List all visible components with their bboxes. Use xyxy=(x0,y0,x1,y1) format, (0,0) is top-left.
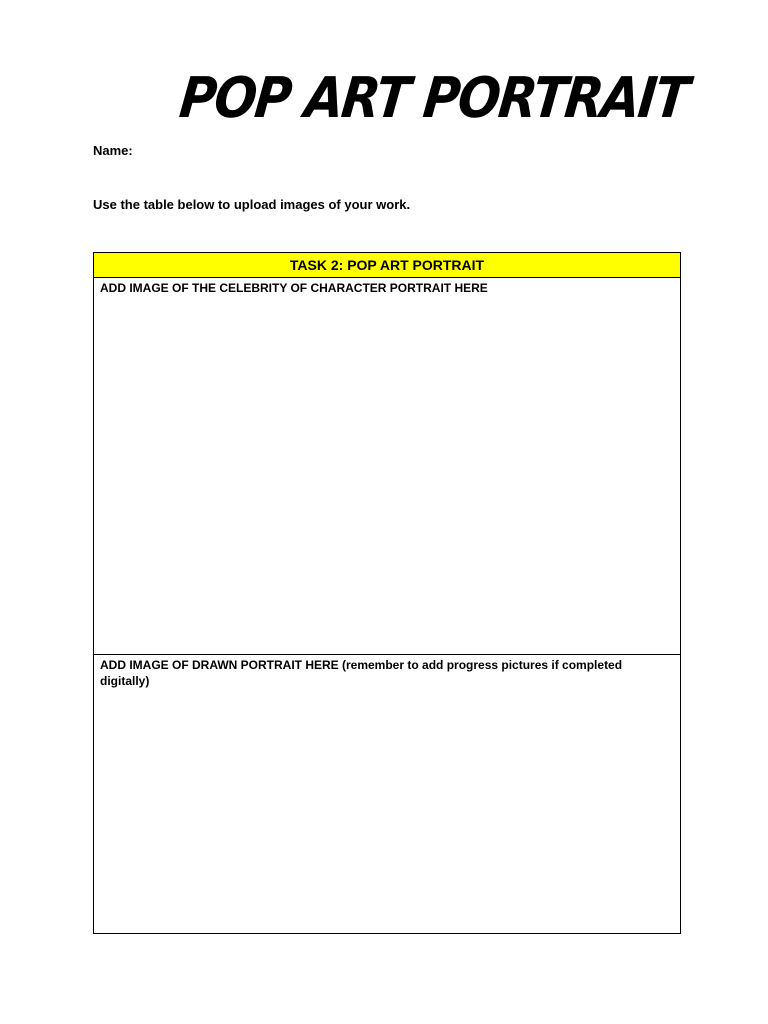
task-table-header: TASK 2: POP ART PORTRAIT xyxy=(94,253,680,278)
name-label: Name: xyxy=(93,143,133,158)
celebrity-image-upload-cell[interactable] xyxy=(94,278,680,655)
drawn-portrait-upload-cell[interactable] xyxy=(94,655,680,933)
page-title: POP ART PORTRAIT xyxy=(176,65,691,131)
task-table xyxy=(93,252,681,934)
instruction-text: Use the table below to upload images of your work. xyxy=(93,197,411,212)
celebrity-image-label: ADD IMAGE OF THE CELEBRITY OF CHARACTER PORTRAIT HERE xyxy=(100,281,488,295)
drawn-portrait-label: ADD IMAGE OF DRAWN PORTRAIT HERE (remember to add progress pictures if completed digitally) xyxy=(100,658,623,688)
